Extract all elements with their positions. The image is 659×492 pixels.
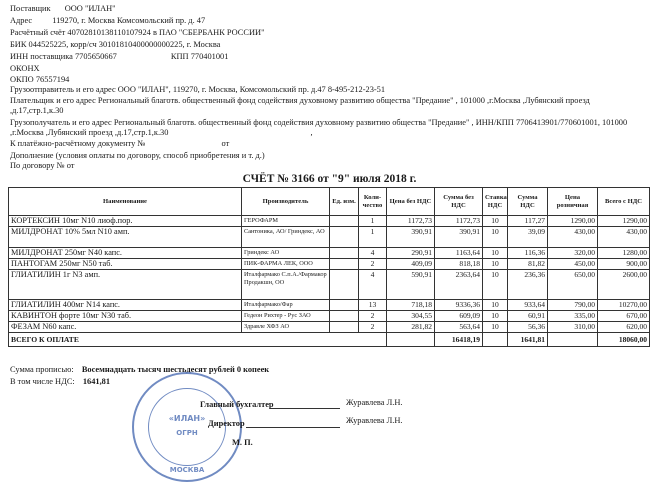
header-vat-rate: Ставка НДС <box>483 188 508 216</box>
consignee-line-2 <box>10 128 313 138</box>
cell-retail: 790,00 <box>548 300 598 311</box>
table-header-row <box>9 188 650 216</box>
accountant-label: Главный бухгалтер <box>200 400 274 409</box>
cell-qty: 2 <box>359 311 387 322</box>
cell-manufacturer: Италфармако/Фар <box>242 300 330 311</box>
sum-in-words-label: Сумма прописью: <box>10 365 74 374</box>
table-row <box>9 259 650 270</box>
cell-name: МИЛДРОНАТ 10% 5мл N10 амп. <box>9 227 242 248</box>
cell-sum: 1163,64 <box>435 248 483 259</box>
total-label: ВСЕГО К ОПЛАТЕ <box>9 333 387 347</box>
payment-doc-line <box>10 139 229 149</box>
cell-manufacturer: ГЕРОФАРМ <box>242 216 330 227</box>
cell-total: 1280,00 <box>598 248 650 259</box>
stamp-place-label: М. П. <box>232 438 253 447</box>
cell-vat-rate: 10 <box>483 270 508 300</box>
cell-vat-sum: 56,36 <box>508 322 548 333</box>
table-row <box>9 300 650 311</box>
cell-unit <box>330 227 359 248</box>
cell-vat-rate: 10 <box>483 311 508 322</box>
total-all: 18060,00 <box>598 333 650 347</box>
payment-doc-from: от <box>221 139 230 148</box>
total-empty-rate <box>483 333 508 347</box>
consignee-line-1: Грузополучатель и его адрес Региональный благотв. общественный фонд содействия духовному развитию общества "Предание" , ИНН/КПП 7706413901/770601001, 101000 <box>10 118 628 127</box>
cell-vat-rate: 10 <box>483 227 508 248</box>
cell-total: 670,00 <box>598 311 650 322</box>
cell-retail: 320,00 <box>548 248 598 259</box>
okonh-line: ОКОНХ <box>10 64 40 73</box>
cell-unit <box>330 300 359 311</box>
kpp-value: КПП 770401001 <box>170 52 229 61</box>
cell-vat-sum: 933,64 <box>508 300 548 311</box>
total-vat: 1641,81 <box>508 333 548 347</box>
cell-qty: 4 <box>359 248 387 259</box>
table-row <box>9 227 650 248</box>
contract-line: По договору № от <box>10 161 75 170</box>
consignee-mark: , <box>310 128 313 137</box>
cell-name: МИЛДРОНАТ 250мг N40 капс. <box>9 248 242 259</box>
total-sum: 16418,19 <box>435 333 483 347</box>
stamp-org: «ИЛАН» <box>168 414 206 423</box>
cell-qty: 4 <box>359 270 387 300</box>
header-total: Всего с НДС <box>598 188 650 216</box>
header-price: Цена без НДС <box>387 188 435 216</box>
invoice-table <box>8 187 650 347</box>
cell-unit <box>330 248 359 259</box>
shipper-line: Грузоотправитель и его адрес ООО "ИЛАН", 119270, г. Москва, Комсомольский пр. д.47 8-495-212-23-51 <box>10 85 386 94</box>
cell-total: 900,00 <box>598 259 650 270</box>
header-retail: Цена розничная <box>548 188 598 216</box>
cell-unit <box>330 259 359 270</box>
cell-vat-sum: 236,36 <box>508 270 548 300</box>
inn-value: ИНН поставщика 7705650667 <box>10 52 117 61</box>
cell-vat-rate: 10 <box>483 248 508 259</box>
cell-sum: 563,64 <box>435 322 483 333</box>
sum-in-words: Восемнадцать тысяч шестьдесят рублей 0 копеек <box>81 365 270 374</box>
cell-total: 2600,00 <box>598 270 650 300</box>
address-line <box>10 16 205 26</box>
cell-retail: 1290,00 <box>548 216 598 227</box>
cell-vat-sum: 117,27 <box>508 216 548 227</box>
cell-price: 590,91 <box>387 270 435 300</box>
cell-vat-sum: 116,36 <box>508 248 548 259</box>
cell-total: 620,00 <box>598 322 650 333</box>
payment-doc-label: К платёжно-расчётному документу № <box>10 139 146 148</box>
cell-vat-sum: 60,91 <box>508 311 548 322</box>
cell-manufacturer: Сантоника, АО/ Гриндекс, АО <box>242 227 330 248</box>
accountant-signature-line <box>270 408 340 409</box>
cell-name: ГЛИАТИЛИН 400мг N14 капс. <box>9 300 242 311</box>
total-row <box>9 333 650 347</box>
table-row <box>9 311 650 322</box>
cell-sum: 9336,36 <box>435 300 483 311</box>
stamp-ogrn: ОГРН <box>176 429 198 437</box>
table-row <box>9 248 650 259</box>
cell-name: КОРТЕКСИН 10мг N10 лиоф.пор. <box>9 216 242 227</box>
cell-name: ФЕЗАМ N60 капс. <box>9 322 242 333</box>
cell-price: 304,55 <box>387 311 435 322</box>
cell-name: ПАНТОГАМ 250мг N50 таб. <box>9 259 242 270</box>
cell-qty: 2 <box>359 259 387 270</box>
director-label: Директор <box>208 419 245 428</box>
header-unit: Ед. изм. <box>330 188 359 216</box>
stamp-city: МОСКВА <box>169 466 205 474</box>
total-empty-price <box>387 333 435 347</box>
payer-line-2: ,д.17,стр.1,к.30 <box>10 106 64 115</box>
cell-vat-sum: 39,09 <box>508 227 548 248</box>
cell-sum: 390,91 <box>435 227 483 248</box>
cell-qty: 2 <box>359 322 387 333</box>
invoice-title: СЧЁТ № 3166 от "9" июля 2018 г. <box>242 173 417 185</box>
consignee-address: ,г.Москва ,Лубянский проезд ,д.17,стр.1,к.30 <box>10 128 169 137</box>
cell-unit <box>330 322 359 333</box>
cell-price: 409,09 <box>387 259 435 270</box>
header-qty: Коли-чество <box>359 188 387 216</box>
cell-total: 430,00 <box>598 227 650 248</box>
cell-total: 1290,00 <box>598 216 650 227</box>
cell-sum: 2363,64 <box>435 270 483 300</box>
cell-vat-rate: 10 <box>483 216 508 227</box>
header-name: Наименование <box>9 188 242 216</box>
cell-name: ГЛИАТИЛИН 1г N3 амп. <box>9 270 242 300</box>
cell-retail: 450,00 <box>548 259 598 270</box>
supplier-name: ООО "ИЛАН" <box>64 4 116 13</box>
cell-vat-rate: 10 <box>483 259 508 270</box>
vat-total-value: 1641,81 <box>82 377 111 386</box>
cell-vat-sum: 81,82 <box>508 259 548 270</box>
cell-price: 1172,73 <box>387 216 435 227</box>
address-label: Адрес <box>10 16 33 25</box>
cell-unit <box>330 216 359 227</box>
cell-unit <box>330 270 359 300</box>
vat-total-line <box>10 377 110 387</box>
director-signature-line <box>246 427 340 428</box>
cell-unit <box>330 311 359 322</box>
cell-retail: 650,00 <box>548 270 598 300</box>
accountant-name: Журавлева Л.Н. <box>346 398 403 407</box>
cell-manufacturer: Здравле ХФЗ АО <box>242 322 330 333</box>
cell-sum: 609,09 <box>435 311 483 322</box>
okpo-line: ОКПО 76557194 <box>10 75 70 84</box>
cell-manufacturer: ПИК-ФАРМА ЛЕК, ООО <box>242 259 330 270</box>
cell-name: КАВИНТОН форте 10мг N30 таб. <box>9 311 242 322</box>
cell-retail: 335,00 <box>548 311 598 322</box>
cell-qty: 1 <box>359 227 387 248</box>
account-line: Расчётный счёт 40702810138110107924 в ПАО "СБЕРБАНК РОССИИ" <box>10 28 265 37</box>
inn-line <box>10 52 228 62</box>
payer-line-1: Плательщик и его адрес Региональный благотв. общественный фонд содействия духовному развитию общества "Предание" , 101000 ,г.Москва ,Лубянский проезд <box>10 96 590 105</box>
table-row <box>9 322 650 333</box>
header-vat-sum: Сумма НДС <box>508 188 548 216</box>
address-value: 119270, г. Москва Комсомольский пр. д. 47 <box>52 16 206 25</box>
cell-total: 10270,00 <box>598 300 650 311</box>
total-empty-retail <box>548 333 598 347</box>
cell-price: 718,18 <box>387 300 435 311</box>
cell-qty: 1 <box>359 216 387 227</box>
supplier-line <box>10 4 116 14</box>
cell-manufacturer: Гедеон Рихтер - Рус ЗАО <box>242 311 330 322</box>
cell-retail: 310,00 <box>548 322 598 333</box>
bik-line: БИК 044525225, корр/сч 30101810400000000225, г. Москва <box>10 40 221 49</box>
sum-in-words-line <box>10 365 269 375</box>
header-sum: Сумма без НДС <box>435 188 483 216</box>
table-row <box>9 216 650 227</box>
cell-sum: 818,18 <box>435 259 483 270</box>
cell-price: 390,91 <box>387 227 435 248</box>
cell-manufacturer: Гриндекс АО <box>242 248 330 259</box>
cell-manufacturer: Италфармако С.п.А./Фармакор Продакшн, ОО <box>242 270 330 300</box>
cell-qty: 13 <box>359 300 387 311</box>
vat-total-label: В том числе НДС: <box>10 377 75 386</box>
cell-price: 281,82 <box>387 322 435 333</box>
cell-retail: 430,00 <box>548 227 598 248</box>
cell-price: 290,91 <box>387 248 435 259</box>
extra-line: Дополнение (условия оплаты по договору, способ приобретения и т. д.) <box>10 151 265 160</box>
director-name: Журавлева Л.Н. <box>346 416 403 425</box>
cell-vat-rate: 10 <box>483 300 508 311</box>
header-manufacturer: Производитель <box>242 188 330 216</box>
cell-vat-rate: 10 <box>483 322 508 333</box>
cell-sum: 1172,73 <box>435 216 483 227</box>
table-row <box>9 270 650 300</box>
supplier-label: Поставщик <box>10 4 51 13</box>
